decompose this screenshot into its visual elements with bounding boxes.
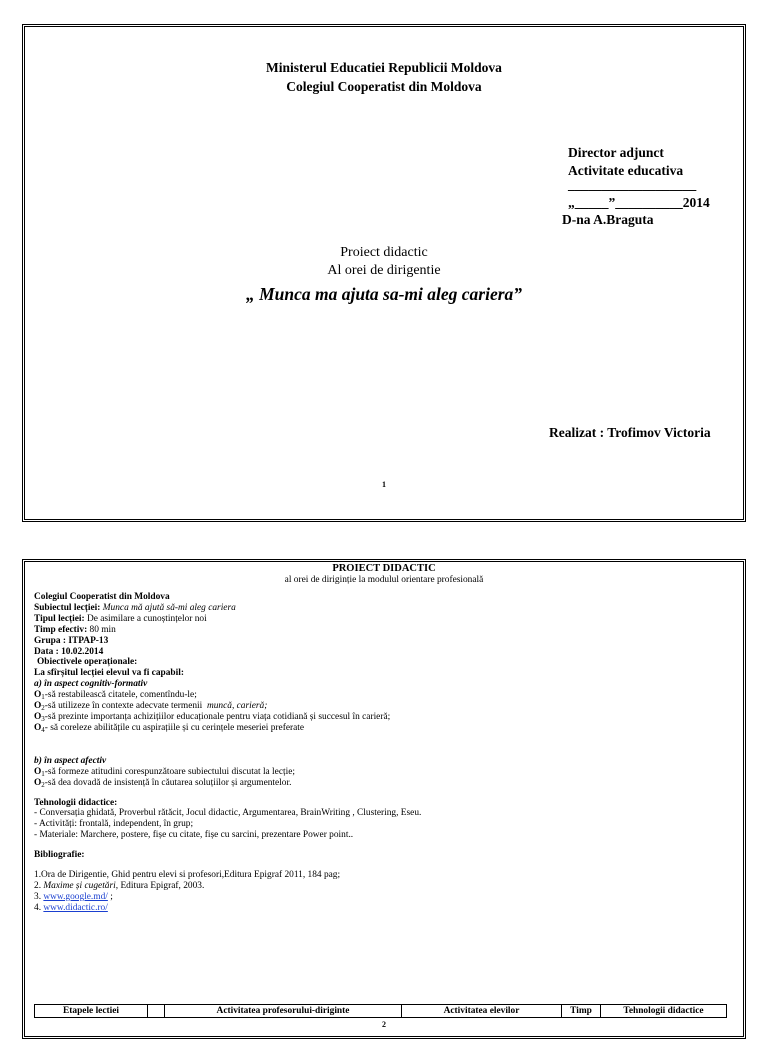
bibliography-item-2: 2. Maxime și cugetări, Editura Epigraf, 2003. <box>34 880 205 891</box>
tech-heading: Tehnologii didactice: <box>34 797 118 808</box>
bibliography-item-4: 4. www.didactic.ro/ <box>34 902 108 913</box>
lesson-topic: „ Munca ma ajuta sa-mi aleg cariera” <box>245 284 523 304</box>
tech-activities: - Activități: frontală, independent, în grup; <box>34 819 194 830</box>
group-line: Grupa : ITPAP-13 <box>34 635 109 646</box>
document-subtitle: Al orei de dirigentie <box>327 263 441 278</box>
college-line: Colegiul Cooperatist din Moldova <box>34 592 170 602</box>
end-of-lesson-line: La sfîrșitul lecției elevul va fi capabil: <box>34 668 184 679</box>
signature-line: ___________________ <box>568 177 697 192</box>
table-header-stages: Etapele lectiei <box>35 1005 148 1018</box>
director-name: D-na A.Braguta <box>562 212 654 227</box>
lesson-type-line: Tipul lecției: De asimilare a cunoștințelor noi <box>34 613 207 624</box>
lesson-plan-page <box>22 559 746 1039</box>
college-name: Colegiul Cooperatist din Moldova <box>286 79 482 94</box>
date-line: Data : 10.02.2014 <box>34 646 104 657</box>
table-header-blank <box>148 1005 165 1018</box>
cognitive-heading: a) în aspect cognitiv-formativ <box>34 679 148 690</box>
table-header-row <box>35 1005 727 1018</box>
didactic-link[interactable]: www.didactic.ro/ <box>43 902 108 913</box>
affective-heading: b) în aspect afectiv <box>34 755 107 766</box>
objective-o3: $O_3-să$ prezinte importanța achizițiilor educaționale pentru viața cotidiană și succesul în carieră; <box>34 711 391 723</box>
subject-line: Subiectul lecției: Munca mă ajută să-mi aleg cariera <box>34 602 236 613</box>
objective-o1: $O_1-să$ restabilească citatele, comentîndu-le; <box>34 690 197 702</box>
google-link[interactable]: www.google.md/ <box>43 891 108 902</box>
approval-date-line: „_____”__________2014 <box>568 195 710 210</box>
bibliography-heading: Bibliografie: <box>34 850 85 861</box>
director-department: Activitate educativa <box>568 163 684 178</box>
objective-o2: $O_2-să$ utilizeze în contexte adecvate termenii muncă, carieră; <box>34 701 268 713</box>
lesson-plan-subtitle: al orei de diriginție la modulul orientare profesională <box>284 575 484 585</box>
table-header-teacher: Activitatea profesorului-diriginte <box>165 1005 402 1018</box>
cover-page <box>22 24 746 522</box>
tech-materials: - Materiale: Marchere, postere, fișe cu citate, fișe cu sarcini, prezentare Power point.. <box>34 830 354 841</box>
objective-a1: $O_1-să$ formeze atitudini corespunzătoare subiectului discutat la lecție; <box>34 766 295 778</box>
director-title: Director adjunct <box>568 145 664 160</box>
document-type: Proiect didactic <box>340 245 428 260</box>
bibliography-item-3: 3. www.google.md/ ; <box>34 891 113 902</box>
page-number: 2 <box>382 1020 386 1029</box>
objectives-heading: Obiectivele operaționale: <box>37 657 138 668</box>
lesson-plan-title: PROIECT DIDACTIC <box>332 563 436 574</box>
bibliography-item-1: 1.Ora de Dirigentie, Ghid pentru elevi si profesori,Editura Epigraf 2011, 184 pag; <box>34 870 341 881</box>
lesson-stages-table <box>34 1004 727 1018</box>
time-line: Timp efectiv: 80 min <box>34 624 116 635</box>
lesson-plan-body <box>34 592 734 914</box>
objective-o4: $O_4-$ să coreleze abilitățile cu aspirațiile și cu cerințele meseriei preferate <box>34 722 305 734</box>
tech-methods: - Conversația ghidată, Proverbul rătăcit, Jocul didactic, Argumentarea, BrainWriting , Clustering, Eseu. <box>34 808 422 819</box>
table-header-time: Timp <box>562 1005 601 1018</box>
author: Realizat : Trofimov Victoria <box>549 425 711 440</box>
page-number: 1 <box>382 480 386 489</box>
table-header-students: Activitatea elevilor <box>402 1005 562 1018</box>
table-header-technologies: Tehnologii didactice <box>601 1005 727 1018</box>
objective-a2: $O_2-să$ dea dovadă de insistență în căutarea soluțiilor și argumentelor. <box>34 777 292 789</box>
ministry-name: Ministerul Educatiei Republicii Moldova <box>266 60 502 75</box>
